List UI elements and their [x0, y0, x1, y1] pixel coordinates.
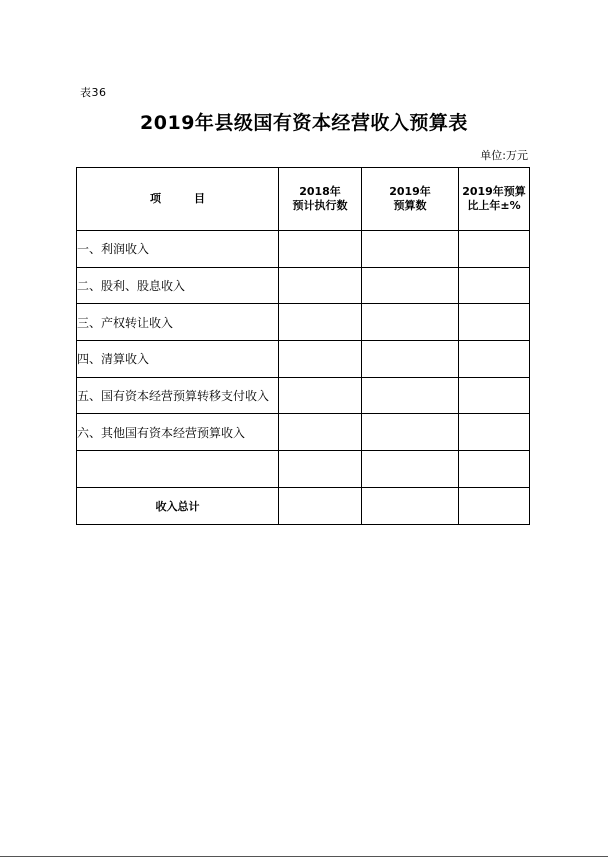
cell-2018-exec	[279, 267, 362, 304]
table-row	[77, 377, 530, 414]
cell-2018-exec	[279, 451, 362, 488]
table-row	[77, 414, 530, 451]
row-label	[77, 451, 279, 488]
header-2018-exec-line2: 预计执行数	[292, 199, 348, 212]
cell-2019-budget	[362, 451, 459, 488]
unit-label: 单位:万元	[480, 149, 528, 162]
table-row	[77, 231, 530, 268]
row-label: 三、产权转让收入	[77, 304, 279, 341]
cell-2018-exec	[279, 304, 362, 341]
total-row	[77, 487, 530, 524]
cell-change-pct	[459, 377, 530, 414]
row-label: 五、国有资本经营预算转移支付收入	[77, 377, 279, 414]
cell-2019-budget	[362, 231, 459, 268]
budget-table	[76, 167, 530, 525]
header-item	[77, 168, 279, 231]
cell-2018-exec	[279, 377, 362, 414]
total-label: 收入总计	[77, 487, 279, 524]
cell-2018-exec	[279, 414, 362, 451]
total-change-pct	[459, 487, 530, 524]
table-row	[77, 451, 530, 488]
total-2019-budget	[362, 487, 459, 524]
table-row	[77, 267, 530, 304]
header-change-pct-line2: 比上年±%	[467, 199, 521, 212]
table-header-row	[77, 168, 530, 231]
header-change-pct-line1: 2019年预算	[462, 185, 526, 198]
cell-2019-budget	[362, 341, 459, 378]
table-number: 表36	[80, 86, 107, 99]
table-row	[77, 304, 530, 341]
page-title: 2019年县级国有资本经营收入预算表	[140, 112, 468, 134]
header-2019-budget	[362, 168, 459, 231]
cell-change-pct	[459, 451, 530, 488]
cell-2018-exec	[279, 231, 362, 268]
cell-change-pct	[459, 304, 530, 341]
header-2019-budget-line1: 2019年	[389, 185, 431, 198]
row-label: 一、利润收入	[77, 231, 279, 268]
row-label: 四、清算收入	[77, 341, 279, 378]
row-label: 六、其他国有资本经营预算收入	[77, 414, 279, 451]
cell-change-pct	[459, 341, 530, 378]
header-change-pct	[459, 168, 530, 231]
header-item-label: 项 目	[150, 192, 205, 205]
table-row	[77, 341, 530, 378]
total-2018-exec	[279, 487, 362, 524]
header-2018-exec-line1: 2018年	[299, 185, 341, 198]
cell-change-pct	[459, 267, 530, 304]
cell-2019-budget	[362, 304, 459, 341]
cell-2018-exec	[279, 341, 362, 378]
cell-2019-budget	[362, 414, 459, 451]
header-2018-exec	[279, 168, 362, 231]
cell-change-pct	[459, 414, 530, 451]
header-2019-budget-line2: 预算数	[393, 199, 427, 212]
cell-2019-budget	[362, 267, 459, 304]
row-label: 二、股利、股息收入	[77, 267, 279, 304]
cell-2019-budget	[362, 377, 459, 414]
cell-change-pct	[459, 231, 530, 268]
page-bottom-divider	[0, 856, 608, 857]
